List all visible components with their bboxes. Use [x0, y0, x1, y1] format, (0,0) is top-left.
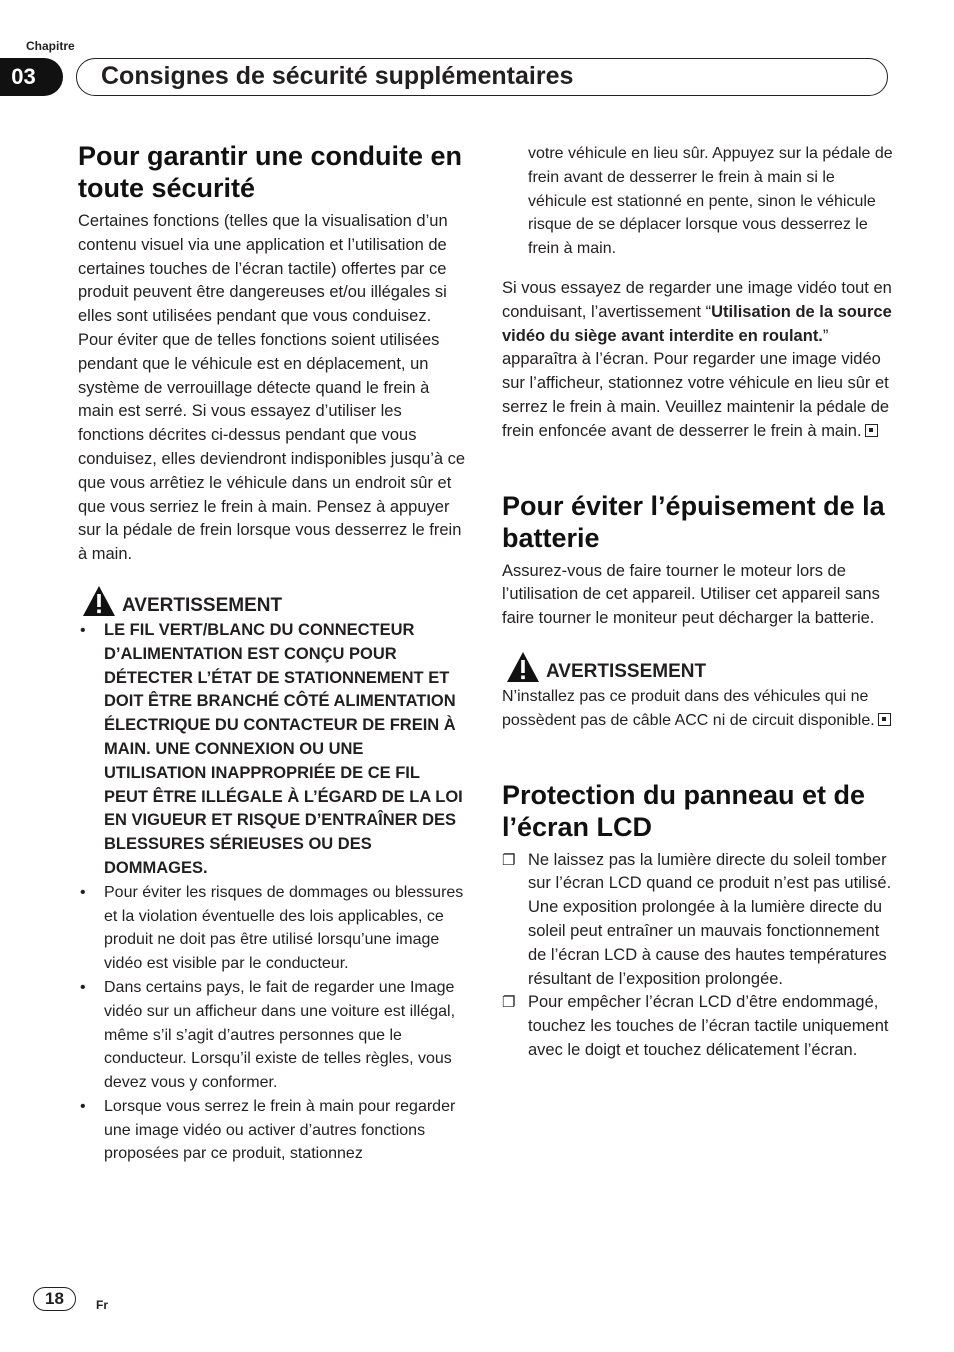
warning-icon: [506, 651, 540, 683]
safe-driving-paragraph: Certaines fonctions (telles que la visualisation d’un contenu visuel via une application et l’utilisation de certaines touches de l’écran tactile) offertes par ce produit peuvent être dangereuses et/ou illégales si elles sont utilisées pendant que vous conduisez. Pour éviter que de telles fonctions soient utilisées pendant que le véhicule est en déplacement, un système de verrouillage détecte quand le frein à main est serré. Si vous essayez d’utiliser les fonctions décrites ci-dessus pendant que vous conduisez, elles deviendront indisponibles jusqu’à ce que vous arrêtiez le véhicule dans un endroit sûr et que vous serriez le frein à main. Pensez à appuyer sur la pédale de frein lorsque vous desserrez le frein à main.: [78, 212, 466, 564]
warning-header: [82, 585, 468, 617]
warning-title: AVERTISSEMENT: [122, 594, 283, 616]
checkbox-bullet-icon: ❐: [502, 851, 516, 869]
section-heading-lcd: Protection du panneau et de l’écran LCD: [502, 779, 866, 842]
warning-header: [506, 651, 894, 683]
section-heading-safe-driving: Pour garantir une conduite en toute sécurité: [78, 141, 463, 203]
chapter-label: Chapitre: [26, 39, 75, 53]
section-heading-battery: Pour éviter l’épuisement de la batterie: [502, 490, 885, 553]
left-column: [78, 140, 468, 1166]
warning-icon: [82, 585, 116, 617]
page-number: 18: [33, 1287, 76, 1311]
bullet-icon: •: [80, 978, 86, 996]
battery-paragraph: Assurez-vous de faire tourner le moteur lors de l’utilisation de cet appareil. Utiliser cet appareil sans faire tourner le moniteur peut décharger la batterie.: [502, 561, 880, 628]
chapter-number-tab: 03: [0, 58, 63, 96]
right-column: [502, 142, 894, 1063]
warning-list: [78, 619, 468, 1166]
list-item: • LE FIL VERT/BLANC DU CONNECTEUR D’ALIMENTATION EST CONÇU POUR DÉTECTER L’ÉTAT DE STATIONNEMENT ET DOIT ÊTRE BRANCHÉ CÔTÉ ALIMENTATION ÉLECTRIQUE DU CONTACTEUR DE FREIN À MAIN. UNE CONNEXION OU UNE UTILISATION INAPPROPRIÉE DE CE FIL PEUT ÊTRE ILLÉGALE À L’ÉGARD DE LA LOI EN VIGUEUR ET RISQUE D’ENTRAÎNER DES BLESSURES SÉRIEUSES OU DES DOMMAGES.: [80, 620, 463, 877]
list-item: ❐ Ne laissez pas la lumière directe du soleil tomber sur l’écran LCD quand ce produit n’est pas utilisé. Une exposition prolongée à la lumière directe du soleil peut entraîner un mauvais fonctionnement de l’écran LCD à cause des hautes températures résultant de l’exposition prolongée.: [502, 850, 892, 988]
list-item: • Pour éviter les risques de dommages ou blessures et la violation éventuelle des lois applicables, ce produit ne doit pas être utilisé lorsqu’une image vidéo est visible par le conducteur.: [78, 881, 468, 976]
list-item: • Dans certains pays, le fait de regarder une Image vidéo sur un afficheur dans une voiture est illégal, même s’il s’agit d’autres personnes que le conducteur. Lorsqu’il existe de telles règles, vous devez vous y conformer.: [78, 976, 468, 1095]
list-item: • Lorsque vous serrez le frein à main pour regarder une image vidéo ou activer d’autres fonctions proposées par ce produit, stationnez: [78, 1095, 468, 1166]
warning-title: AVERTISSEMENT: [546, 660, 707, 682]
bullet-icon: •: [80, 621, 86, 639]
bullet-continuation: votre véhicule en lieu sûr. Appuyez sur la pédale de frein avant de desserrer le frein à main si le véhicule est stationné en pente, sinon le véhicule risque de se déplacer lorsque vous desserrez le frein à main.: [528, 145, 893, 258]
bullet-icon: •: [80, 1097, 86, 1115]
checkbox-bullet-icon: ❐: [502, 994, 516, 1012]
section-end-icon: [865, 424, 878, 437]
onscreen-warning-text: Utilisation de la source vidéo du siège avant interdite en roulant.: [502, 302, 892, 345]
bullet-icon: •: [80, 883, 86, 901]
list-item: ❐ Pour empêcher l’écran LCD d’être endommagé, touchez les touches de l’écran tactile uniquement avec le doigt et touchez délicatement l’écran.: [502, 993, 889, 1059]
language-code: Fr: [96, 1298, 108, 1312]
acc-warning-text: N’installez pas ce produit dans des véhicules qui ne possèdent pas de câble ACC ni de circuit disponible.: [502, 685, 894, 733]
chapter-title: Consignes de sécurité supplémentaires: [76, 58, 888, 96]
video-warning-paragraph: Si vous essayez de regarder une image vidéo tout en conduisant, l’avertissement “Utilisation de la source vidéo du siège avant interdite en roulant.” apparaîtra à l’écran. Pour regarder une image vidéo sur l’afficheur, stationnez votre véhicule en lieu sûr et serrez le frein à main. Veuillez maintenir la pédale de frein enfoncée avant de desserrer le frein à main.: [502, 278, 892, 440]
section-end-icon: [878, 713, 891, 726]
lcd-list: [502, 849, 894, 1063]
